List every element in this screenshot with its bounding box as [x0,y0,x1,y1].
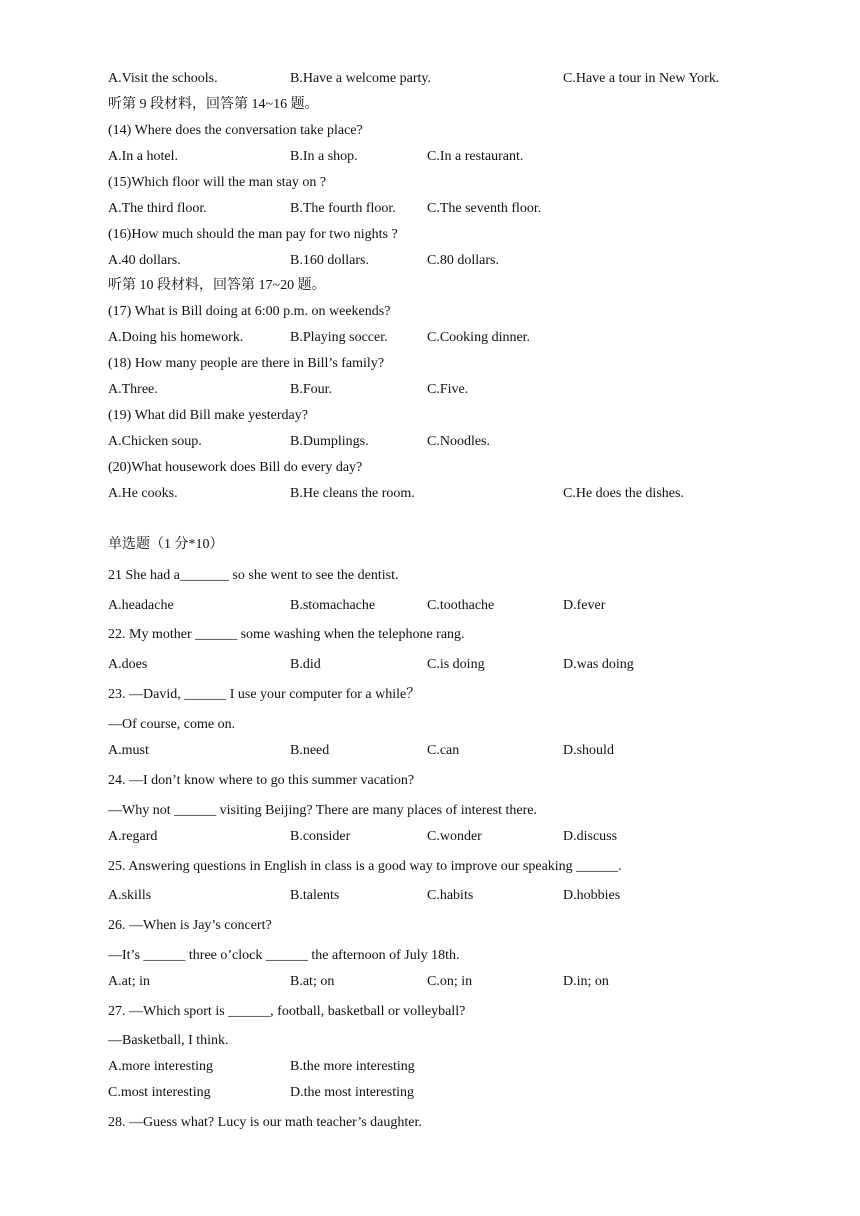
question-23-reply: —Of course, come on. [108,717,236,732]
q21-option-b: B.stomachache [290,598,376,613]
q15-option-b: B.The fourth floor. [290,201,396,216]
q27-option-d: D.the most interesting [290,1085,415,1100]
q20-option-a: A.He cooks. [108,486,178,501]
q26-option-c: C.on; in [427,974,473,989]
q26-option-a: A.at; in [108,974,150,989]
q18-option-a: A.Three. [108,382,158,397]
question-14: (14) Where does the conversation take place? [108,123,363,138]
q24-option-b: B.consider [290,829,351,844]
q22-option-d: D.was doing [563,657,634,672]
q21-option-c: C.toothache [427,598,495,613]
q26-option-d: D.in; on [563,974,609,989]
question-28: 28. —Guess what? Lucy is our math teacher’s daughter. [108,1115,422,1130]
q15-option-c: C.The seventh floor. [427,201,542,216]
question-21: 21 She had a_______ so she went to see the dentist. [108,568,399,583]
question-26-reply: —It’s ______ three o’clock ______ the afternoon of July 18th. [108,948,460,963]
q25-option-c: C.habits [427,888,474,903]
question-27: 27. —Which sport is ______, football, basketball or volleyball? [108,1004,466,1019]
q15-option-a: A.The third floor. [108,201,207,216]
q23-option-a: A.must [108,743,149,758]
q22-option-a: A.does [108,657,148,672]
q13-option-b: B.Have a welcome party. [290,71,431,86]
question-19: (19) What did Bill make yesterday? [108,408,308,423]
q23-option-b: B.need [290,743,330,758]
q16-option-c: C.80 dollars. [427,253,499,268]
q25-option-d: D.hobbies [563,888,621,903]
q19-option-b: B.Dumplings. [290,434,369,449]
q22-option-b: B.did [290,657,321,672]
q23-option-d: D.should [563,743,614,758]
question-24-reply: —Why not ______ visiting Beijing? There are many places of interest there. [108,803,537,818]
question-26: 26. —When is Jay’s concert? [108,918,272,933]
q19-option-a: A.Chicken soup. [108,434,202,449]
q14-option-c: C.In a restaurant. [427,149,524,164]
q20-option-b: B.He cleans the room. [290,486,415,501]
q13-option-c: C.Have a tour in New York. [563,71,720,86]
q23-option-c: C.can [427,743,460,758]
q24-option-a: A.regard [108,829,158,844]
question-16: (16)How much should the man pay for two nights ? [108,227,398,242]
q27-option-a: A.more interesting [108,1059,213,1074]
question-17: (17) What is Bill doing at 6:00 p.m. on weekends? [108,304,391,319]
question-20: (20)What housework does Bill do every day? [108,460,363,475]
q25-option-b: B.talents [290,888,340,903]
section-heading-passage-10: 听第 10 段材料，回答第 17~20 题。 [108,278,326,293]
q17-option-c: C.Cooking dinner. [427,330,531,345]
q14-option-a: A.In a hotel. [108,149,178,164]
section-heading-passage-9: 听第 9 段材料，回答第 14~16 题。 [108,97,319,112]
q27-option-b: B.the more interesting [290,1059,415,1074]
section-heading-single-choice: 单选题（1 分*10） [108,537,224,552]
q17-option-a: A.Doing his homework. [108,330,244,345]
question-23: 23. —David, ______ I use your computer for a while？ [108,687,421,702]
q22-option-c: C.is doing [427,657,485,672]
question-15: (15)Which floor will the man stay on ? [108,175,327,190]
q13-option-a: A.Visit the schools. [108,71,218,86]
q16-option-a: A.40 dollars. [108,253,181,268]
q17-option-b: B.Playing soccer. [290,330,388,345]
q18-option-b: B.Four. [290,382,333,397]
q14-option-b: B.In a shop. [290,149,358,164]
q21-option-d: D.fever [563,598,606,613]
q25-option-a: A.skills [108,888,152,903]
q26-option-b: B.at; on [290,974,335,989]
q21-option-a: A.headache [108,598,174,613]
question-27-reply: —Basketball, I think. [108,1033,229,1048]
q24-option-d: D.discuss [563,829,618,844]
q18-option-c: C.Five. [427,382,469,397]
question-24: 24. —I don’t know where to go this summer vacation? [108,773,415,788]
q27-option-c: C.most interesting [108,1085,211,1100]
question-25: 25. Answering questions in English in class is a good way to improve our speaking ______. [108,859,622,874]
q20-option-c: C.He does the dishes. [563,486,684,501]
q19-option-c: C.Noodles. [427,434,490,449]
q16-option-b: B.160 dollars. [290,253,369,268]
question-18: (18) How many people are there in Bill’s family? [108,356,385,371]
question-22: 22. My mother ______ some washing when the telephone rang. [108,627,465,642]
q24-option-c: C.wonder [427,829,482,844]
